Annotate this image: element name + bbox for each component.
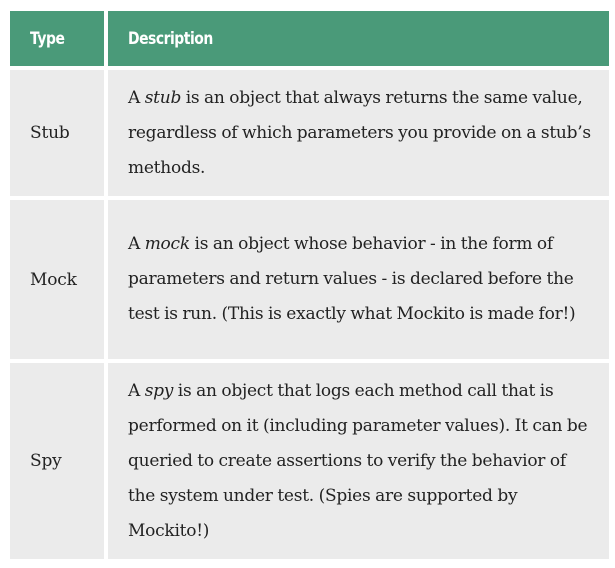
- description-spy: [128, 374, 591, 549]
- description-cell: [108, 200, 609, 359]
- desc-term: stub: [144, 87, 182, 108]
- header-type-label: Type: [30, 28, 65, 49]
- type-cell: [10, 363, 104, 559]
- type-cell: [10, 70, 104, 196]
- type-label-spy: Spy: [30, 451, 62, 471]
- test-doubles-table: [10, 11, 609, 563]
- table-row: [10, 70, 609, 196]
- description-stub: [128, 81, 591, 186]
- description-mock: [128, 227, 591, 332]
- table-row: [10, 363, 609, 559]
- table-header-row: [10, 11, 609, 66]
- header-cell-type: [10, 11, 104, 66]
- desc-prefix: A: [128, 234, 145, 254]
- header-description-label: Description: [128, 28, 213, 49]
- type-cell: [10, 200, 104, 359]
- table-row: [10, 200, 609, 359]
- desc-suffix: is an object whose behavior - in the form of parameters and return values - is declared before the test is run. (This is exactly what Mockito is made for!): [128, 234, 576, 324]
- type-label-mock: Mock: [30, 269, 77, 290]
- desc-term: spy: [144, 380, 174, 401]
- description-cell: [108, 70, 609, 196]
- desc-term: mock: [144, 234, 190, 254]
- desc-suffix: is an object that logs each method call that is performed on it (including parameter values). It can be queried to create assertions to verify the behavior of the system under test. (Spies are supported by Mockito!): [128, 380, 588, 541]
- desc-prefix: A: [128, 87, 145, 108]
- description-cell: [108, 363, 609, 559]
- desc-suffix: is an object that always returns the same value, regardless of which parameters you provide on a stub’s methods.: [128, 87, 591, 178]
- header-cell-description: [108, 11, 609, 66]
- type-label-stub: Stub: [30, 123, 70, 143]
- desc-prefix: A: [128, 380, 145, 401]
